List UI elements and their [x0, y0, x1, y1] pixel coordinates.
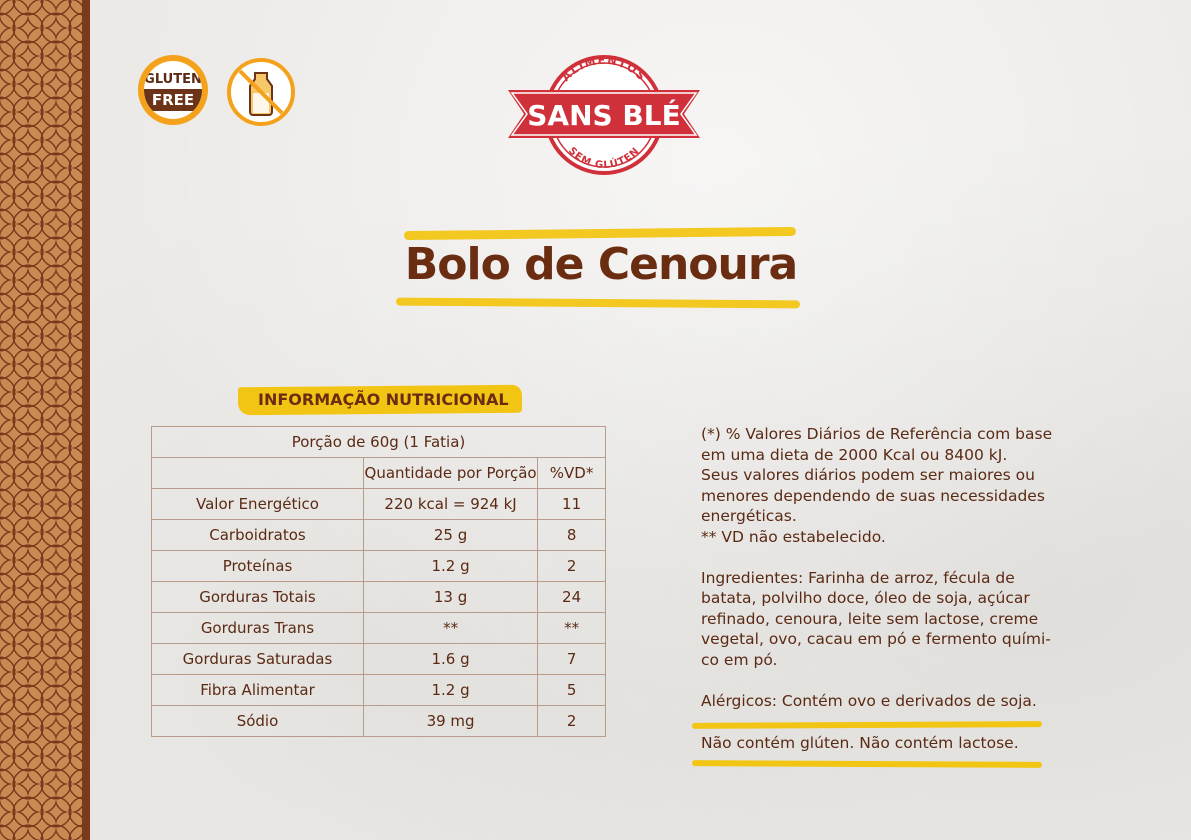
nutrient-qty: 39 mg: [363, 706, 537, 737]
nutrient-qty: 220 kcal = 924 kJ: [363, 489, 537, 520]
title-block: [396, 225, 806, 315]
nutrient-name: Valor Energético: [152, 489, 364, 520]
nutrient-name: Gorduras Trans: [152, 613, 364, 644]
gluten-free-badge-inner: [144, 61, 202, 119]
ingredients-text: Ingredientes: Farinha de arroz, fécula de batata, polvilho doce, óleo de soja, açúcar refinado, cenoura, leite sem lactose, creme vegetal, ovo, cacau em pó e fermento quími- co em pó.: [701, 568, 1051, 669]
nutrient-name: Proteínas: [152, 551, 364, 582]
header-blank-cell: [152, 458, 364, 489]
info-column: [701, 424, 1096, 711]
nutrient-qty: 1.2 g: [363, 675, 537, 706]
table-row: [152, 582, 606, 613]
brand-top-arc: ALIMENTOS: [559, 53, 649, 84]
gluten-free-line1: GLUTEN: [144, 72, 202, 87]
header-quantity: Quantidade por Porção: [363, 458, 537, 489]
gluten-free-badge: [138, 55, 208, 125]
title-highlight-bottom: [396, 298, 800, 309]
table-row: [152, 706, 606, 737]
gluten-free-line2: FREE: [144, 89, 202, 111]
nutrition-heading-banner: [238, 385, 522, 415]
allergens-text: Alérgicos: Contém ovo e derivados de soja.: [701, 691, 1037, 710]
nutrient-vd: 7: [538, 644, 606, 675]
nutrient-qty: 1.6 g: [363, 644, 537, 675]
nutrient-vd: **: [538, 613, 606, 644]
side-strip-border: [82, 0, 90, 840]
table-row: [152, 613, 606, 644]
nutrient-qty: 13 g: [363, 582, 537, 613]
crossed-milk-bottle-icon: [226, 57, 296, 127]
vd-footnote: (*) % Valores Diários de Referência com base em uma dieta de 2000 Kcal ou 8400 kJ. Seus valores diários podem ser maiores ou menores dependendo de suas necessidades energéticas. ** VD não estabelecido.: [701, 425, 1053, 546]
nutrient-qty: 25 g: [363, 520, 537, 551]
table-row: [152, 675, 606, 706]
nutrition-table: [151, 426, 606, 737]
table-header-row: [152, 458, 606, 489]
nutrient-vd: 8: [538, 520, 606, 551]
nutrient-vd: 5: [538, 675, 606, 706]
brand-bottom-arc: SEM GLÚTEN: [565, 145, 643, 172]
spacer: [701, 547, 1096, 568]
nutrient-name: Fibra Alimentar: [152, 675, 364, 706]
nutrient-vd: 11: [538, 489, 606, 520]
table-row: [152, 489, 606, 520]
nutrition-heading: INFORMAÇÃO NUTRICIONAL: [257, 389, 509, 409]
nutrient-name: Sódio: [152, 706, 364, 737]
header-vd: %VD*: [538, 458, 606, 489]
nutrient-name: Gorduras Saturadas: [152, 644, 364, 675]
no-gluten-no-lactose-notice: Não contém glúten. Não contém lactose.: [701, 734, 1019, 752]
table-row: [152, 551, 606, 582]
spacer: [701, 670, 1096, 691]
nutrient-name: Carboidratos: [152, 520, 364, 551]
nutrient-vd: 2: [538, 706, 606, 737]
portion-cell: Porção de 60g (1 Fatia): [152, 427, 606, 458]
table-row: [152, 644, 606, 675]
nutrient-name: Gorduras Totais: [152, 582, 364, 613]
table-row: [152, 520, 606, 551]
nutrient-vd: 24: [538, 582, 606, 613]
sans-ble-logo: [506, 52, 702, 178]
nutrient-qty: **: [363, 613, 537, 644]
brand-name: SANS BLÉ: [527, 99, 681, 132]
decorative-side-strip: [0, 0, 82, 840]
nutrient-qty: 1.2 g: [363, 551, 537, 582]
portion-row: [152, 427, 606, 458]
nutrient-vd: 2: [538, 551, 606, 582]
page-title: Bolo de Cenoura: [404, 239, 798, 290]
